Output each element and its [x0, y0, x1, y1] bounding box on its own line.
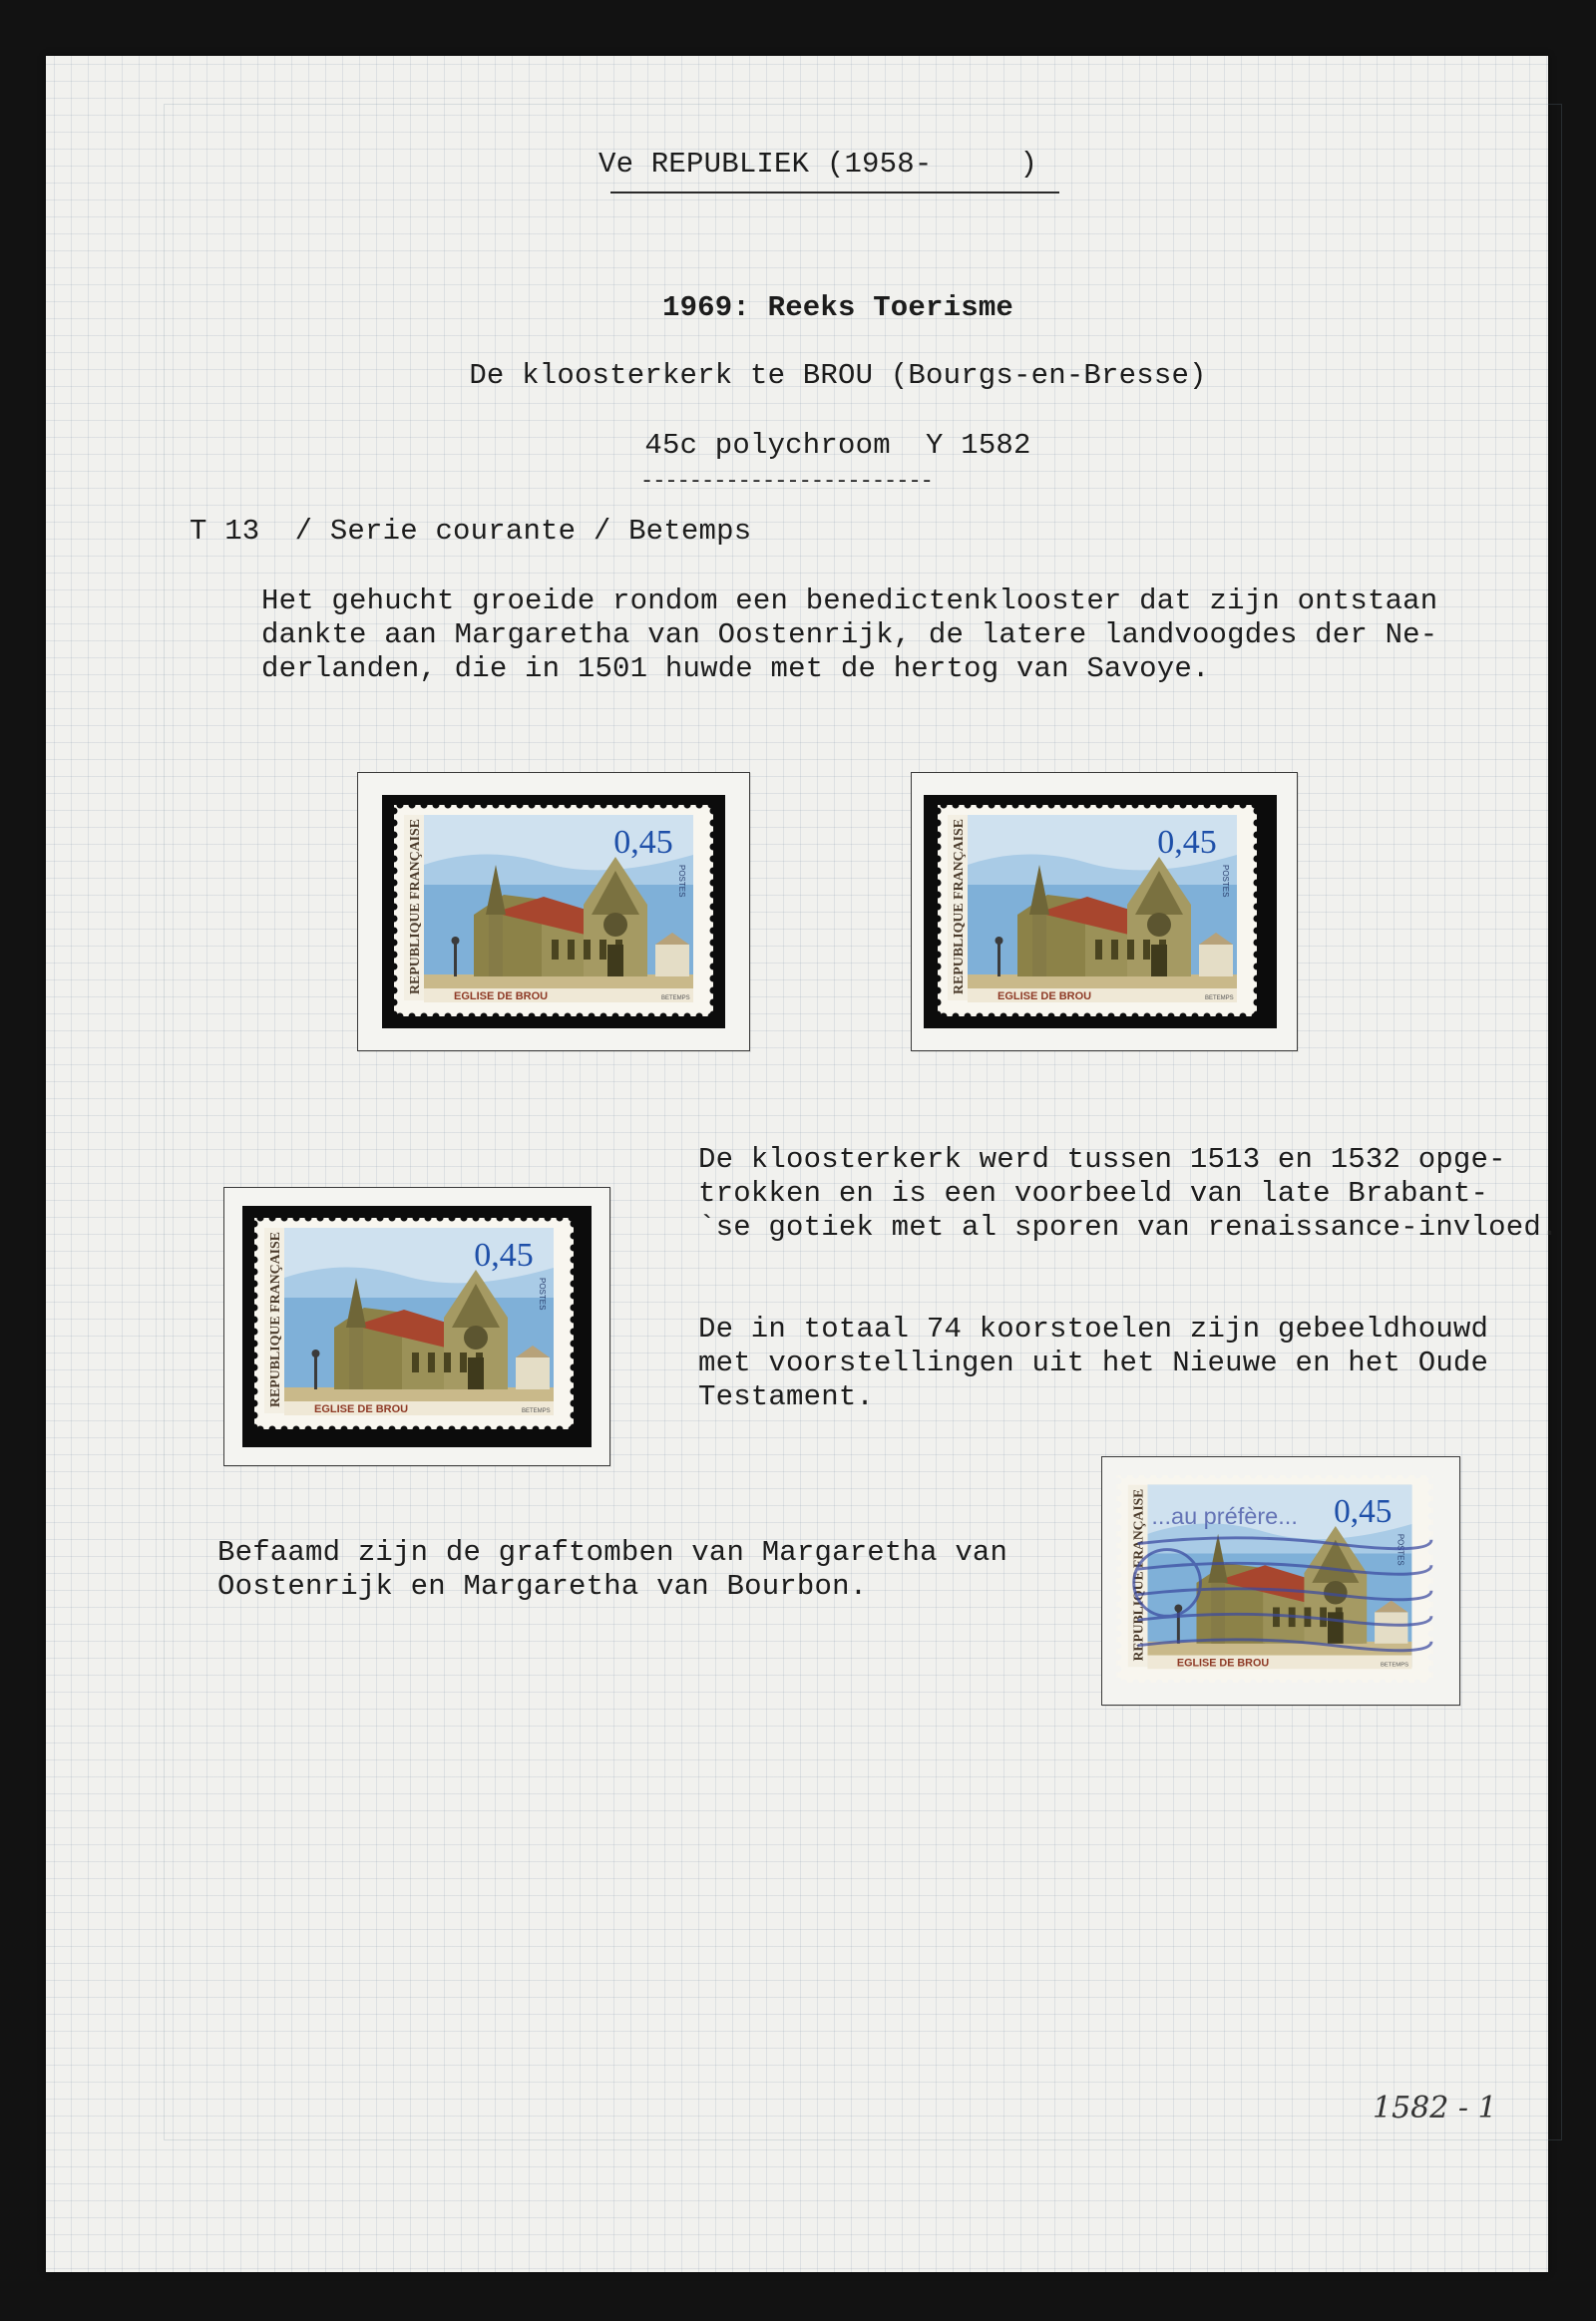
stamp-mint-2: [938, 805, 1257, 1016]
stamp-caption-text: EGLISE DE BROU: [1176, 1657, 1270, 1670]
paragraph-3-line-3: Testament.: [698, 1380, 875, 1413]
stamp-mount-1: [357, 772, 750, 1051]
paragraph-2-line-3: `se gotiek met al sporen van renaissance-invloed.: [698, 1211, 1559, 1244]
stamp-designer-text: BETEMPS: [1380, 1662, 1409, 1669]
stamp-value-text: 0,45: [1157, 824, 1217, 861]
stamp-postes-text: POSTES: [677, 865, 686, 898]
stamp-value-text: 0,45: [474, 1237, 534, 1274]
postmark-text: ...au préfère...: [1151, 1503, 1298, 1530]
stamp-mount-3: [223, 1187, 610, 1466]
stamp-mint-1: [394, 805, 713, 1016]
stamp-country-text: REPUBLIQUE FRANÇAISE: [268, 1230, 283, 1407]
stamp-postes-text: POSTES: [1396, 1533, 1405, 1566]
dashed-rule: ------------------------: [640, 469, 933, 494]
stamp-designer-text: BETEMPS: [522, 1408, 551, 1414]
stamp-designer-text: BETEMPS: [1205, 995, 1234, 1001]
stamp-caption-text: EGLISE DE BROU: [314, 1403, 409, 1415]
stamp-country-text: REPUBLIQUE FRANÇAISE: [952, 817, 967, 994]
stamp-value-text: 0,45: [1334, 1493, 1393, 1531]
issue-subject: De kloosterkerk te BROU (Bourgs-en-Bresse): [469, 359, 1207, 392]
paragraph-1-line-1: Het gehucht groeide rondom een benedictenklooster dat zijn ontstaan: [261, 584, 1438, 617]
stamp-designer-text: BETEMPS: [661, 995, 690, 1001]
stamp-artwork: [254, 1218, 574, 1429]
stamp-artwork: [394, 805, 713, 1016]
stamp-caption-text: EGLISE DE BROU: [454, 990, 549, 1002]
paragraph-2-line-1: De kloosterkerk werd tussen 1513 en 1532 opge-: [698, 1143, 1506, 1176]
stamp-caption-text: EGLISE DE BROU: [998, 990, 1092, 1002]
paragraph-2-line-2: trokken en is een voorbeeld van late Brabant-: [698, 1177, 1489, 1210]
grid-frame: [164, 104, 1562, 2140]
paragraph-1-line-3: derlanden, die in 1501 huwde met de hertog van Savoye.: [261, 652, 1210, 685]
stamp-used: [1116, 1475, 1433, 1683]
stamp-mount-4: [1101, 1456, 1460, 1706]
paragraph-3-line-2: met voorstellingen uit het Nieuwe en het Oude: [698, 1347, 1489, 1379]
page-number-handwritten: 1582 - 1: [1373, 2091, 1497, 2126]
issue-heading: 1969: Reeks Toerisme: [661, 291, 1014, 324]
stamp-value-text: 0,45: [613, 824, 673, 861]
page-title: Ve REPUBLIEK (1958- ): [598, 148, 1038, 181]
paragraph-1-line-2: dankte aan Margaretha van Oostenrijk, de latere landvoogdes der Ne-: [261, 618, 1438, 651]
issue-value: 45c polychroom Y 1582: [644, 429, 1031, 462]
stamp-postes-text: POSTES: [1221, 865, 1230, 898]
paragraph-4-line-1: Befaamd zijn de graftomben van Margaretha van: [217, 1536, 1008, 1569]
stamp-postes-text: POSTES: [538, 1278, 547, 1311]
paragraph-4-line-2: Oostenrijk en Margaretha van Bourbon.: [217, 1570, 868, 1603]
stamp-artwork: [1116, 1475, 1433, 1683]
stamp-country-text: REPUBLIQUE FRANÇAISE: [1130, 1487, 1146, 1662]
stamp-mount-2: [911, 772, 1298, 1051]
stamp-mint-3: [254, 1218, 574, 1429]
type-line: T 13 / Serie courante / Betemps: [190, 515, 752, 548]
stamp-artwork: [938, 805, 1257, 1016]
stamp-country-text: REPUBLIQUE FRANÇAISE: [408, 817, 423, 994]
title-underline: [610, 192, 1059, 193]
paragraph-3-line-1: De in totaal 74 koorstoelen zijn gebeeldhouwd: [698, 1313, 1489, 1346]
